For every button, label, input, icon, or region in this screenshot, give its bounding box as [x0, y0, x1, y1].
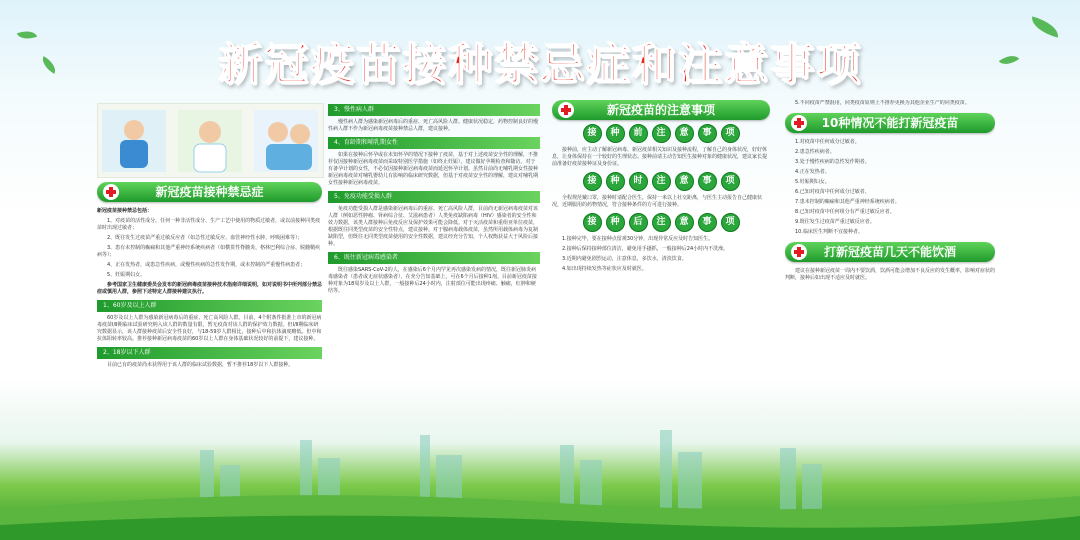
section-header-alcohol: 打新冠疫苗几天不能饮酒 — [785, 242, 995, 262]
contraindications-column — [97, 182, 322, 452]
note-text: 参考国家卫生健康委员会发布的新冠病毒疫苗接种技术指南详细说明，如对说明书中所列部分禁忌症或慎用人群，参照下述特定人群接种建议执行。 — [97, 282, 322, 295]
list-item: 3、患有未控制的癫痫和其他严重神经系统疾病者（如横贯性脊髓炎、格林巴利综合症、脱髓鞘疾病等）； — [97, 245, 321, 258]
medical-cross-icon — [791, 244, 807, 260]
list-item: 5.妊娠期妇女。 — [795, 179, 830, 185]
list-item: 1.对疫苗中任何成分过敏者。 — [795, 139, 860, 145]
stage-badge-after: 接 种 后 注 意 事 项 — [552, 213, 770, 232]
list-item: 4、正在发热者，或患急性疾病，或慢性疾病的急性发作期，或未控制的严重慢性病患者； — [107, 262, 306, 268]
medical-cross-icon — [558, 102, 574, 118]
paragraph: 建议在接种新冠疫苗一周内不要饮酒，饮酒可能会增加不良反应的发生概率，影响对症状的判断，接种后如出现不适应及时就医。 — [785, 268, 995, 281]
list-item: 2.接种后保持接种部位清洁，避免用手搔抓，一般接种后24小时内不洗澡。 — [562, 246, 729, 252]
paragraph: 既往感染SARS-CoV-2的人，在感染后6个月内罕见再次感染发病的情况，既往新冠肺炎病毒感染者（患者或无症状感染者），在充分告知基础上，可在6个月后接种1剂。目前新冠疫苗接种对象为18周岁及以上人群，一般接种后24小时内，注射部位可能出现疼痛、触痛，红肿和硬结等。 — [328, 267, 537, 294]
paragraph: 目前已有的疫苗尚未获得用于该人群的临床试验数据，暂不推荐18岁以下人群接种。 — [107, 362, 294, 368]
list-item: 3.近期内避免剧烈运动，注意休息，多饮水，清淡饮食。 — [562, 256, 687, 262]
list-item: 2、既往发生过疫苗严重过敏反应者（如急性过敏反应、血管神经性水肿、呼吸困难等）； — [107, 235, 303, 241]
stage-badge-during: 接 种 时 注 意 事 项 — [552, 172, 770, 191]
medical-staff-illustration — [97, 103, 324, 178]
paragraph: 60岁及以上人群为感染新冠病毒后的重症、死亡高风险人群。目前，4个附条件批准上市的新冠病毒疫苗Ⅰ/Ⅱ期临床试验研究纳入该人群的数量有限，暂无疫苗对该人群的保护效力数据。但Ⅰ/Ⅱ期临床研究数据显示，该人群接种疫苗后安全性良好，与18-59岁人群相比，接种后中和抗体滴度略低。但中和抗体阳转率较高。推荐接种新冠病毒疫苗的60岁以上人群在身体基础状况较好的前提下，建议接种。 — [97, 315, 322, 342]
subheading: 4、育龄期和哺乳期女性 — [328, 137, 540, 149]
ten-situations-column — [785, 100, 995, 430]
list-item: 2.患急性疾病者。 — [795, 149, 835, 155]
medical-cross-icon — [791, 115, 807, 131]
special-groups-column — [328, 100, 540, 430]
paragraph: 全程规范戴口罩，接种时请配合医生，保持一米以上社交距离，与医生主动报告自己健康状况，近期服用的药物情况，符合接种条件的方可进行接种。 — [552, 195, 763, 208]
list-item: 9.既往发生过疫苗严重过敏反应者。 — [795, 219, 875, 225]
medical-cross-icon — [103, 184, 119, 200]
list-item: 5、妊娠期妇女。 — [107, 272, 146, 278]
paragraph: 慢性病人群为感染新冠病毒后的重症、死亡高风险人群。健康状况稳定，药物控制良好的慢性病人群不作为新冠病毒疫苗接种禁忌人群，建议接种。 — [328, 119, 539, 132]
page-title: 新冠疫苗接种禁忌症和注意事项 — [218, 39, 862, 90]
paragraph: 免疫功能受损人群是感染新冠病毒后的重症、死亡高风险人群，目前尚无新冠病毒疫苗对该人群（例如恶性肿瘤、肾病综合征、艾滋病患者）人类免疫缺陷病毒（HIV）感染者的安全性和效力数据，该类人群接种后免疫反应及保护效果可能会降低。对于灭活疫苗和重组亚单位疫苗，根据既往同类型疫苗的安全性特点，建议接种。对于腺病毒载体疫苗，虽然所用载体病毒为复制缺陷型，但既往无同类型疫苗使用的安全性数据，建议经充分告知，个人权衡获益大于风险后接种。 — [328, 206, 539, 247]
subheading: 6、既往新冠病毒感染者 — [328, 252, 540, 264]
paragraph: 如果在接种后怀孕或在未知怀孕的情况下接种了疫苗，基于对上述疫苗安全性的理解，不推荐仅因接种新冠病毒疫苗而采取特别医学措施（如终止妊娠），建议做好孕期检查和随访。对于有备孕计划的女性，不必仅因接种新冠病毒疫苗而延迟怀孕计划。虽然目前尚无哺乳期女性接种新冠病毒疫苗对哺乳婴幼儿有影响的临床研究数据，但基于对疫苗安全性的理解，建议对哺乳期女性接种新冠病毒疫苗。 — [328, 152, 539, 186]
subheading: 2、18岁以下人群 — [97, 347, 322, 359]
section-header-ten-situations: 10种情况不能打新冠疫苗 — [785, 113, 995, 133]
list-item: 7.患未控制的癫痫和其他严重神经系统疾病者。 — [795, 199, 900, 205]
section-header-precautions: 新冠疫苗的注意事项 — [552, 100, 770, 120]
list-item: 8.已知对疫苗中任何组分有严重过敏反应者。 — [795, 209, 895, 215]
list-item: 6.已知对疫苗中任何成分过敏者。 — [795, 189, 870, 195]
paragraph: 5.不同疫苗严禁混用，同类疫苗原则上不推荐更换为其他企业生产的同类疫苗。 — [795, 100, 970, 106]
list-item: 4.正在发热者。 — [795, 169, 830, 175]
list-item: 1、对疫苗的活性成分、任何一种非活性成分、生产工艺中使用的物质过敏者，或以前接种同类疫苗时出现过敏者； — [97, 218, 321, 231]
list-item: 1.接种完毕，要在接种点留观30分钟，出现异常反应及时告知医生。 — [562, 236, 714, 242]
subheading: 1、60岁及以上人群 — [97, 300, 322, 312]
list-item: 4.如出现持续发热等症状应及时就医。 — [562, 266, 647, 272]
subheading: 3、慢性病人群 — [328, 104, 540, 116]
precautions-column — [552, 100, 770, 430]
section-header-contraindications: 新冠疫苗接种禁忌症 — [97, 182, 322, 202]
city-skyline-landscape — [0, 430, 1080, 540]
subheading: 5、免疫功能受损人群 — [328, 191, 540, 203]
paragraph: 接种前，应主动了解新冠病毒、新冠疫苗相关知识及接种流程，了解自己的身体状况，好好休息，让身体保持在一个较好的生理状态。接种前请主动告知医生接种对象的健康状况，建议家长提前准备好疫苗接种证及身份证。 — [552, 147, 768, 167]
list-item: 10.临床医生判断不宜接种者。 — [795, 229, 863, 235]
stage-badge-before: 接 种 前 注 意 事 项 — [552, 124, 770, 143]
list-item: 3.处于慢性疾病的急性发作期者。 — [795, 159, 870, 165]
intro-text: 新冠疫苗接种禁忌包括： — [97, 208, 153, 214]
